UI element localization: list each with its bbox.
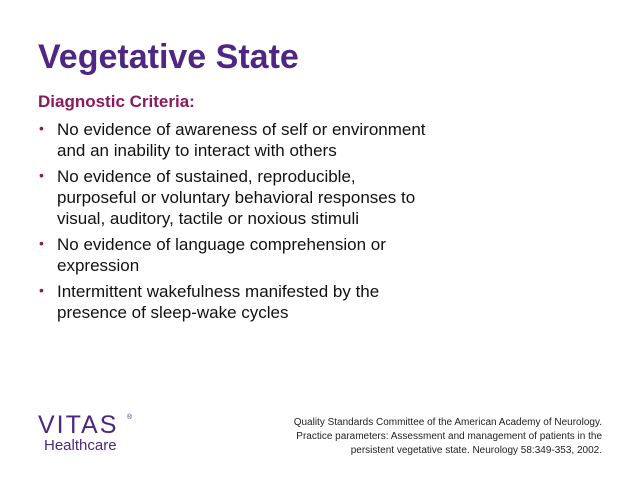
bullet-icon: • [39, 167, 44, 183]
bullet-icon: • [39, 120, 44, 136]
citation-line: Practice parameters: Assessment and management of patients in the [296, 431, 602, 442]
logo-tagline: Healthcare [44, 437, 117, 454]
list-item [38, 281, 478, 323]
list-item [38, 234, 478, 276]
criterion-line: presence of sleep-wake cycles [57, 303, 289, 322]
vitas-logo [38, 412, 148, 458]
criterion-line: visual, auditory, tactile or noxious stimuli [57, 209, 360, 228]
criterion-line: Intermittent wakefulness manifested by the [57, 282, 380, 301]
slide-subtitle: Diagnostic Criteria: [38, 92, 195, 111]
criterion-line: and an inability to interact with others [57, 141, 337, 160]
citation-line: persistent vegetative state. Neurology 58:349-353, 2002. [350, 445, 602, 456]
criterion-line: No evidence of sustained, reproducible, [57, 167, 356, 186]
criteria-list [38, 119, 478, 328]
list-item [38, 119, 478, 161]
criterion-line: purposeful or voluntary behavioral responses to [57, 188, 416, 207]
criterion-line: expression [57, 256, 140, 275]
logo-wordmark: VITAS [38, 411, 119, 439]
bullet-icon: • [39, 282, 44, 298]
registered-mark: ® [127, 414, 133, 421]
bullet-icon: • [39, 235, 44, 251]
list-item [38, 166, 478, 229]
criterion-line: No evidence of awareness of self or environment [57, 120, 426, 139]
citation-line: Quality Standards Committee of the American Academy of Neurology. [293, 417, 602, 428]
criterion-line: No evidence of language comprehension or [57, 235, 386, 254]
slide-title: Vegetative State [38, 38, 299, 76]
citation [242, 416, 602, 458]
